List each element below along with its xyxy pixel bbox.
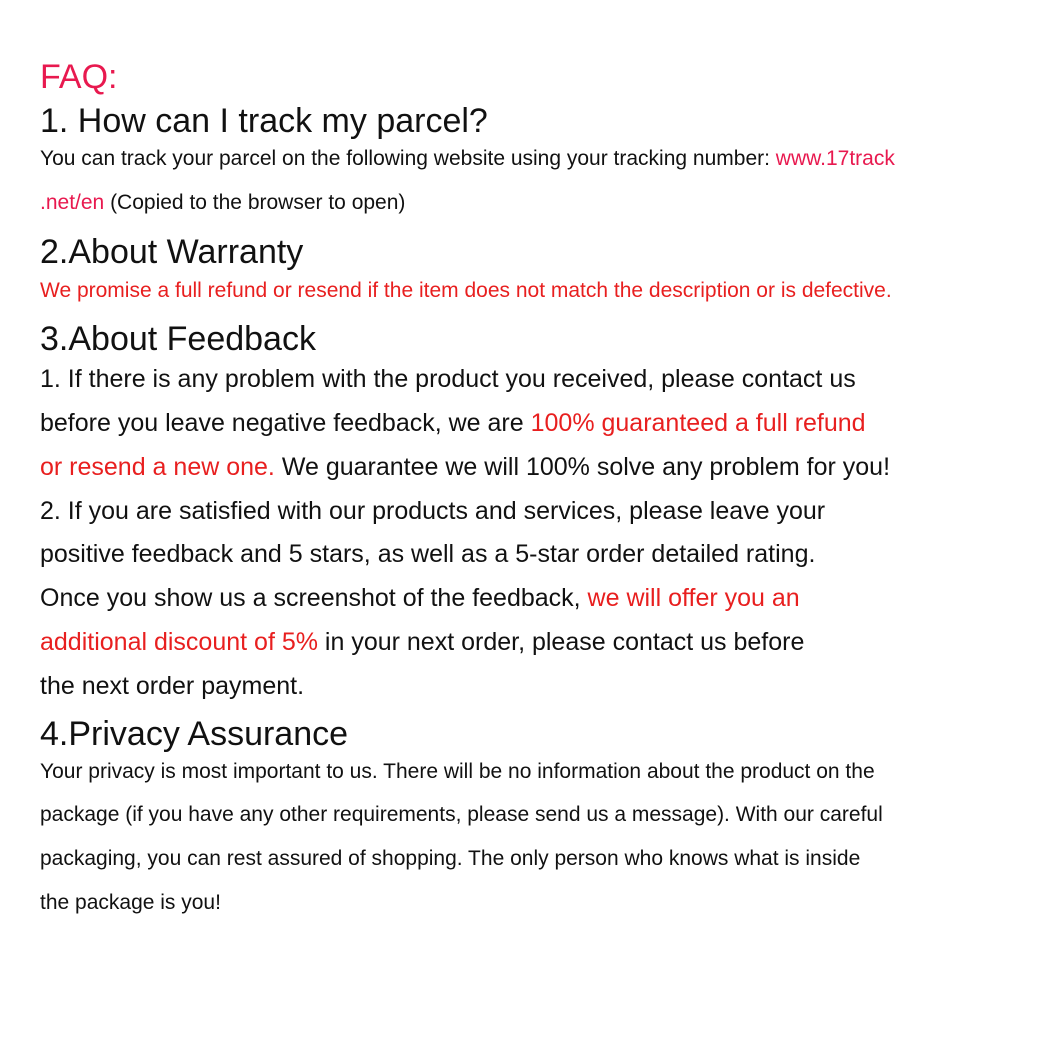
faq-title: FAQ: [40, 58, 118, 96]
privacy-line-1: Your privacy is most important to us. There will be no information about the product on the [40, 760, 875, 783]
tracking-text-1: You can track your parcel on the following website using your tracking number: [40, 147, 776, 170]
privacy-line-4: the package is you! [40, 891, 221, 914]
warranty-text: We promise a full refund or resend if the item does not match the description or is defective. [40, 279, 892, 302]
feedback-line-7-text: in your next order, please contact us before [317, 628, 805, 656]
feedback-heading: 3.About Feedback [40, 320, 316, 358]
feedback-line-8: the next order payment. [40, 672, 305, 700]
feedback-line-7 [40, 630, 804, 655]
feedback-line-3 [40, 455, 890, 480]
tracking-link-part-2[interactable]: .net/en [40, 191, 105, 214]
privacy-line-3: packaging, you can rest assured of shopping. The only person who knows what is inside [40, 847, 861, 870]
tracking-link-part-1[interactable]: www.17track [775, 147, 895, 170]
feedback-line-2 [40, 411, 866, 436]
feedback-line-6-text: Once you show us a screenshot of the feedback, [40, 584, 588, 612]
feedback-line-4: 2. If you are satisfied with our products and services, please leave your [40, 497, 826, 525]
feedback-offer-highlight: we will offer you an [587, 584, 800, 612]
tracking-text-2: (Copied to the browser to open) [104, 191, 406, 214]
feedback-guarantee-highlight: 100% guaranteed a full refund [530, 409, 866, 437]
feedback-line-3-text: We guarantee we will 100% solve any problem for you! [274, 453, 891, 481]
privacy-line-2: package (if you have any other requirements, please send us a message). With our careful [40, 803, 883, 826]
feedback-line-6 [40, 586, 800, 611]
feedback-line-5: positive feedback and 5 stars, as well as a 5-star order detailed rating. [40, 540, 816, 568]
tracking-line-2 [40, 192, 405, 213]
tracking-heading: 1. How can I track my parcel? [40, 102, 488, 140]
tracking-line-1 [40, 148, 895, 169]
feedback-resend-highlight: or resend a new one. [40, 453, 275, 481]
warranty-heading: 2.About Warranty [40, 233, 304, 271]
feedback-discount-highlight: additional discount of 5% [40, 628, 318, 656]
privacy-heading: 4.Privacy Assurance [40, 715, 349, 753]
feedback-line-2-text: before you leave negative feedback, we are [40, 409, 531, 437]
feedback-line-1: 1. If there is any problem with the product you received, please contact us [40, 365, 856, 393]
